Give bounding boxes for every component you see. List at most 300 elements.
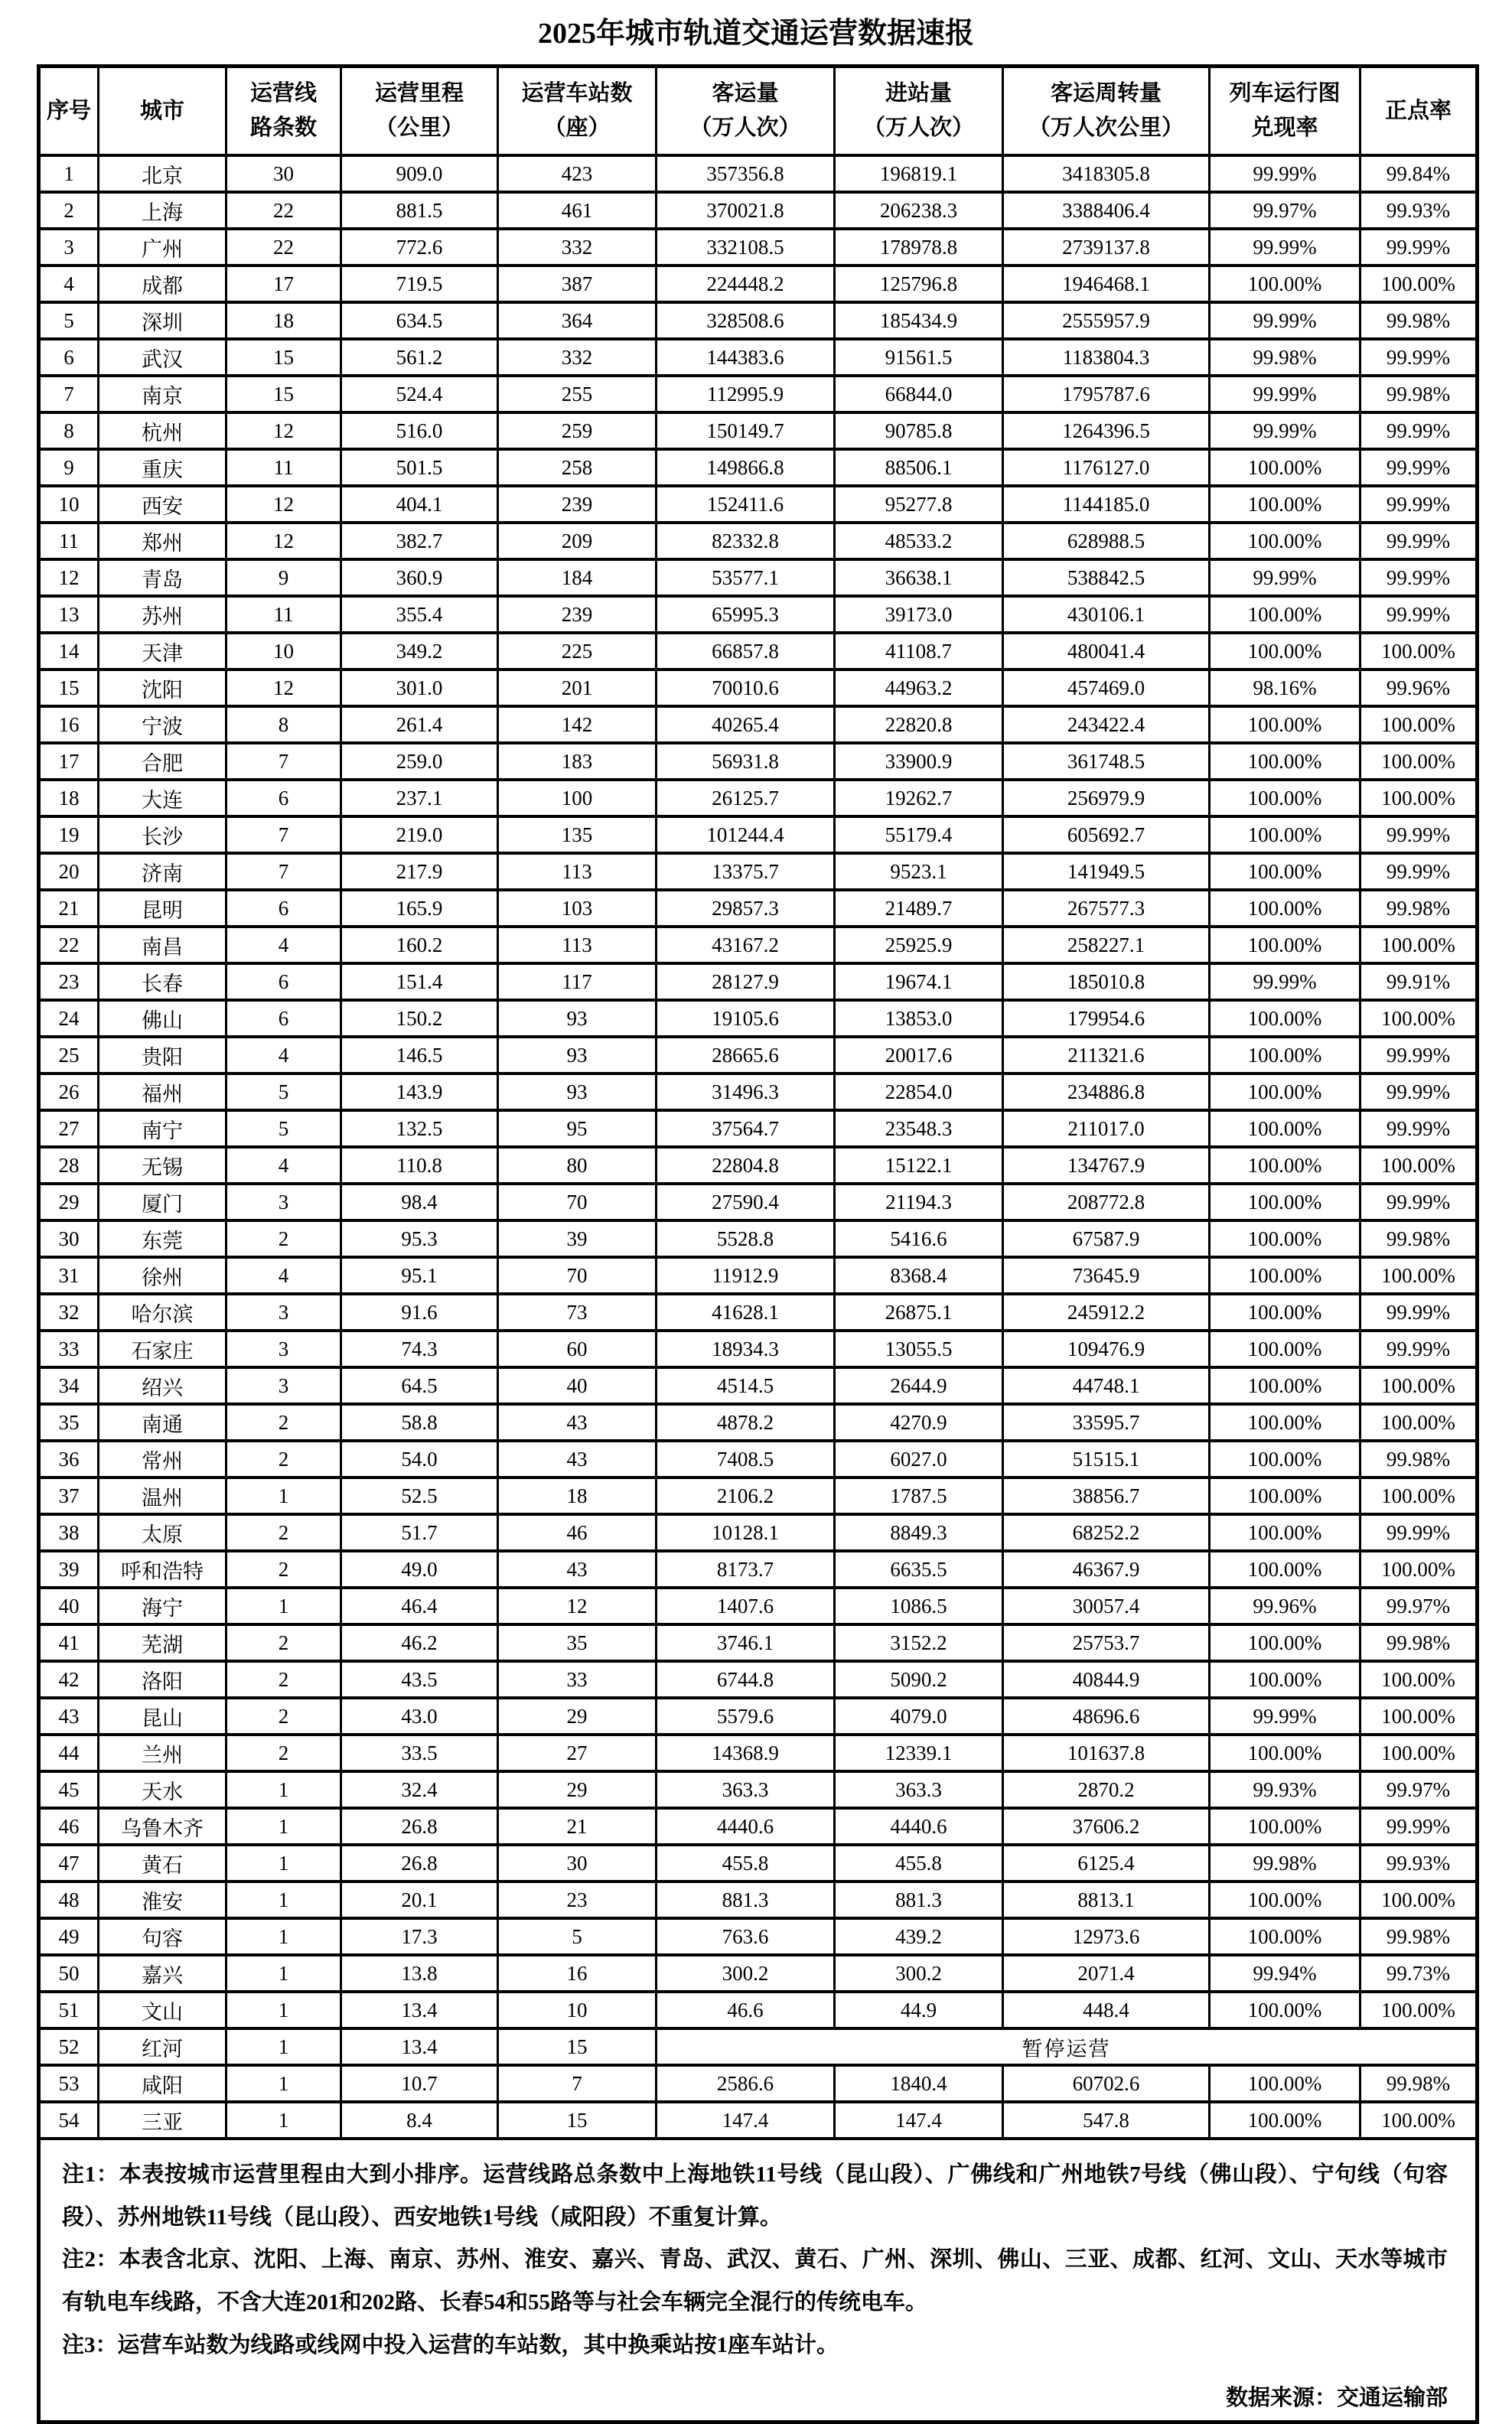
- cell-stations: 29: [498, 1771, 657, 1808]
- cell-lines: 1: [226, 1845, 341, 1882]
- cell-city: 天津: [99, 633, 226, 670]
- cell-fulfillment: 100.00%: [1210, 1110, 1360, 1147]
- cell-punctuality: 100.00%: [1360, 1478, 1478, 1514]
- cell-lines: 5: [226, 1110, 341, 1147]
- cell-entries: 13853.0: [835, 1000, 1003, 1037]
- table-row: [39, 816, 1478, 853]
- cell-fulfillment: 100.00%: [1210, 1331, 1360, 1367]
- cell-no: 15: [39, 670, 99, 706]
- cell-no: 2: [39, 192, 99, 229]
- cell-turnover: 185010.8: [1003, 963, 1210, 1000]
- column-header-pax: 客运量 （万人次）: [657, 67, 835, 156]
- cell-pax: 22804.8: [657, 1147, 835, 1184]
- cell-pax: 27590.4: [657, 1184, 835, 1220]
- cell-lines: 4: [226, 1037, 341, 1074]
- table-row: [39, 1147, 1478, 1184]
- cell-fulfillment: 100.00%: [1210, 1184, 1360, 1220]
- cell-city: 黄石: [99, 1845, 226, 1882]
- cell-punctuality: 99.98%: [1360, 890, 1478, 927]
- cell-turnover: 67587.9: [1003, 1220, 1210, 1257]
- cell-pax: 363.3: [657, 1771, 835, 1808]
- cell-entries: 44963.2: [835, 670, 1003, 706]
- cell-fulfillment: 100.00%: [1210, 853, 1360, 890]
- table-row: [39, 229, 1478, 266]
- cell-fulfillment: 100.00%: [1210, 706, 1360, 743]
- cell-fulfillment: 100.00%: [1210, 1294, 1360, 1331]
- cell-turnover: 267577.3: [1003, 890, 1210, 927]
- cell-turnover: 605692.7: [1003, 816, 1210, 853]
- cell-no: 39: [39, 1551, 99, 1588]
- cell-stations: 70: [498, 1184, 657, 1220]
- cell-fulfillment: 100.00%: [1210, 1037, 1360, 1074]
- cell-no: 35: [39, 1404, 99, 1441]
- cell-pax: 112995.9: [657, 376, 835, 412]
- cell-km: 52.5: [341, 1478, 498, 1514]
- cell-lines: 3: [226, 1367, 341, 1404]
- cell-km: 13.4: [341, 2028, 498, 2065]
- cell-city: 天水: [99, 1771, 226, 1808]
- cell-km: 26.8: [341, 1845, 498, 1882]
- table-row: [39, 596, 1478, 633]
- cell-turnover: 480041.4: [1003, 633, 1210, 670]
- cell-km: 10.7: [341, 2065, 498, 2102]
- cell-pax: 65995.3: [657, 596, 835, 633]
- table-row: [39, 1845, 1478, 1882]
- cell-entries: 9523.1: [835, 853, 1003, 890]
- cell-km: 259.0: [341, 743, 498, 780]
- table-row: [39, 2028, 1478, 2065]
- table-row: [39, 2065, 1478, 2102]
- cell-fulfillment: 100.00%: [1210, 1367, 1360, 1404]
- cell-turnover: 234886.8: [1003, 1074, 1210, 1110]
- cell-pax: 28127.9: [657, 963, 835, 1000]
- cell-entries: 19674.1: [835, 963, 1003, 1000]
- cell-stations: 135: [498, 816, 657, 853]
- cell-pax: 7408.5: [657, 1441, 835, 1478]
- cell-entries: 147.4: [835, 2102, 1003, 2139]
- cell-city: 南宁: [99, 1110, 226, 1147]
- table-row: [39, 1918, 1478, 1955]
- cell-km: 261.4: [341, 706, 498, 743]
- cell-pax: 53577.1: [657, 559, 835, 596]
- cell-turnover: 68252.2: [1003, 1514, 1210, 1551]
- cell-turnover: 245912.2: [1003, 1294, 1210, 1331]
- cell-city: 青岛: [99, 559, 226, 596]
- cell-stations: 423: [498, 155, 657, 192]
- table-row: [39, 890, 1478, 927]
- cell-turnover: 2071.4: [1003, 1955, 1210, 1992]
- table-row: [39, 1588, 1478, 1624]
- cell-entries: 66844.0: [835, 376, 1003, 412]
- cell-fulfillment: 99.99%: [1210, 559, 1360, 596]
- cell-lines: 2: [226, 1661, 341, 1698]
- cell-km: 404.1: [341, 486, 498, 523]
- cell-km: 51.7: [341, 1514, 498, 1551]
- cell-turnover: 258227.1: [1003, 927, 1210, 963]
- cell-pax: 29857.3: [657, 890, 835, 927]
- cell-no: 43: [39, 1698, 99, 1735]
- cell-turnover: 1795787.6: [1003, 376, 1210, 412]
- cell-stations: 80: [498, 1147, 657, 1184]
- cell-entries: 12339.1: [835, 1735, 1003, 1771]
- cell-punctuality: 99.99%: [1360, 523, 1478, 559]
- cell-entries: 8368.4: [835, 1257, 1003, 1294]
- cell-turnover: 1183804.3: [1003, 339, 1210, 376]
- cell-no: 4: [39, 266, 99, 302]
- table-row: [39, 1771, 1478, 1808]
- cell-km: 46.2: [341, 1624, 498, 1661]
- cell-punctuality: 100.00%: [1360, 1698, 1478, 1735]
- cell-turnover: 208772.8: [1003, 1184, 1210, 1220]
- cell-entries: 33900.9: [835, 743, 1003, 780]
- cell-city: 绍兴: [99, 1367, 226, 1404]
- cell-entries: 41108.7: [835, 633, 1003, 670]
- cell-lines: 2: [226, 1735, 341, 1771]
- cell-pax: 82332.8: [657, 523, 835, 559]
- cell-no: 18: [39, 780, 99, 816]
- cell-lines: 3: [226, 1294, 341, 1331]
- cell-turnover: 12973.6: [1003, 1918, 1210, 1955]
- cell-entries: 88506.1: [835, 449, 1003, 486]
- cell-km: 13.4: [341, 1992, 498, 2028]
- cell-city: 武汉: [99, 339, 226, 376]
- cell-no: 37: [39, 1478, 99, 1514]
- cell-pax: 2586.6: [657, 2065, 835, 2102]
- cell-km: 54.0: [341, 1441, 498, 1478]
- cell-pax: 26125.7: [657, 780, 835, 816]
- cell-entries: 2644.9: [835, 1367, 1003, 1404]
- cell-lines: 12: [226, 670, 341, 706]
- cell-fulfillment: 100.00%: [1210, 1661, 1360, 1698]
- table-row: [39, 1551, 1478, 1588]
- cell-stations: 93: [498, 1074, 657, 1110]
- cell-fulfillment: 99.96%: [1210, 1588, 1360, 1624]
- cell-no: 9: [39, 449, 99, 486]
- cell-turnover: 46367.9: [1003, 1551, 1210, 1588]
- cell-entries: 13055.5: [835, 1331, 1003, 1367]
- cell-km: 146.5: [341, 1037, 498, 1074]
- table-row: [39, 633, 1478, 670]
- cell-no: 50: [39, 1955, 99, 1992]
- cell-city: 成都: [99, 266, 226, 302]
- table-row: [39, 1698, 1478, 1735]
- cell-no: 42: [39, 1661, 99, 1698]
- table-row: [39, 1294, 1478, 1331]
- cell-fulfillment: 100.00%: [1210, 486, 1360, 523]
- cell-km: 43.5: [341, 1661, 498, 1698]
- cell-suspended-status: 暂停运营: [657, 2028, 1478, 2065]
- cell-km: 165.9: [341, 890, 498, 927]
- cell-fulfillment: 100.00%: [1210, 2065, 1360, 2102]
- cell-punctuality: 100.00%: [1360, 1404, 1478, 1441]
- cell-no: 6: [39, 339, 99, 376]
- cell-lines: 6: [226, 963, 341, 1000]
- cell-km: 301.0: [341, 670, 498, 706]
- cell-lines: 15: [226, 339, 341, 376]
- cell-entries: 439.2: [835, 1918, 1003, 1955]
- column-header-punctuality: 正点率: [1360, 67, 1478, 156]
- cell-turnover: 2555957.9: [1003, 302, 1210, 339]
- cell-city: 芜湖: [99, 1624, 226, 1661]
- cell-fulfillment: 100.00%: [1210, 1735, 1360, 1771]
- table-row: [39, 1661, 1478, 1698]
- cell-punctuality: 99.99%: [1360, 596, 1478, 633]
- table-row: [39, 1074, 1478, 1110]
- table-row: [39, 339, 1478, 376]
- cell-pax: 1407.6: [657, 1588, 835, 1624]
- cell-stations: 364: [498, 302, 657, 339]
- cell-entries: 23548.3: [835, 1110, 1003, 1147]
- cell-km: 132.5: [341, 1110, 498, 1147]
- cell-pax: 11912.9: [657, 1257, 835, 1294]
- cell-city: 文山: [99, 1992, 226, 2028]
- cell-stations: 142: [498, 706, 657, 743]
- cell-city: 咸阳: [99, 2065, 226, 2102]
- cell-stations: 39: [498, 1220, 657, 1257]
- cell-entries: 48533.2: [835, 523, 1003, 559]
- page-title: 2025年城市轨道交通运营数据速报: [537, 18, 974, 50]
- cell-stations: 184: [498, 559, 657, 596]
- cell-no: 26: [39, 1074, 99, 1110]
- cell-turnover: 60702.6: [1003, 2065, 1210, 2102]
- cell-fulfillment: 99.94%: [1210, 1955, 1360, 1992]
- cell-pax: 328508.6: [657, 302, 835, 339]
- cell-turnover: 1176127.0: [1003, 449, 1210, 486]
- cell-no: 24: [39, 1000, 99, 1037]
- cell-lines: 1: [226, 1882, 341, 1918]
- cell-km: 719.5: [341, 266, 498, 302]
- table-row: [39, 1992, 1478, 2028]
- cell-turnover: 243422.4: [1003, 706, 1210, 743]
- cell-lines: 1: [226, 1992, 341, 2028]
- cell-no: 14: [39, 633, 99, 670]
- cell-punctuality: 99.99%: [1360, 816, 1478, 853]
- cell-city: 昆山: [99, 1698, 226, 1735]
- cell-punctuality: 99.99%: [1360, 1074, 1478, 1110]
- cell-punctuality: 100.00%: [1360, 633, 1478, 670]
- cell-turnover: 538842.5: [1003, 559, 1210, 596]
- transit-data-table: [37, 64, 1479, 2424]
- table-row: [39, 1808, 1478, 1845]
- cell-city: 乌鲁木齐: [99, 1808, 226, 1845]
- cell-city: 杭州: [99, 412, 226, 449]
- cell-pax: 31496.3: [657, 1074, 835, 1110]
- cell-punctuality: 99.93%: [1360, 1845, 1478, 1882]
- cell-stations: 23: [498, 1882, 657, 1918]
- table-row: [39, 559, 1478, 596]
- cell-city: 兰州: [99, 1735, 226, 1771]
- cell-stations: 100: [498, 780, 657, 816]
- cell-punctuality: 100.00%: [1360, 266, 1478, 302]
- cell-no: 54: [39, 2102, 99, 2139]
- cell-entries: 196819.1: [835, 155, 1003, 192]
- table-row: [39, 706, 1478, 743]
- cell-city: 长沙: [99, 816, 226, 853]
- cell-city: 句容: [99, 1918, 226, 1955]
- cell-entries: 55179.4: [835, 816, 1003, 853]
- cell-entries: 39173.0: [835, 596, 1003, 633]
- table-body: [39, 155, 1478, 2139]
- cell-stations: 60: [498, 1331, 657, 1367]
- table-row: [39, 1220, 1478, 1257]
- cell-entries: 22820.8: [835, 706, 1003, 743]
- cell-no: 3: [39, 229, 99, 266]
- cell-lines: 3: [226, 1184, 341, 1220]
- cell-km: 91.6: [341, 1294, 498, 1331]
- cell-lines: 17: [226, 266, 341, 302]
- note-3: 注3：运营车站数为线路或线网中投入运营的车站数，其中换乘站按1座车站计。: [62, 2332, 839, 2357]
- cell-pax: 13375.7: [657, 853, 835, 890]
- cell-no: 27: [39, 1110, 99, 1147]
- cell-pax: 46.6: [657, 1992, 835, 2028]
- cell-stations: 27: [498, 1735, 657, 1771]
- cell-no: 7: [39, 376, 99, 412]
- cell-no: 1: [39, 155, 99, 192]
- cell-no: 47: [39, 1845, 99, 1882]
- cell-no: 25: [39, 1037, 99, 1074]
- cell-entries: 5090.2: [835, 1661, 1003, 1698]
- cell-pax: 150149.7: [657, 412, 835, 449]
- table-row: [39, 1367, 1478, 1404]
- cell-no: 38: [39, 1514, 99, 1551]
- table-row: [39, 1624, 1478, 1661]
- cell-turnover: 141949.5: [1003, 853, 1210, 890]
- cell-fulfillment: 99.99%: [1210, 412, 1360, 449]
- cell-city: 广州: [99, 229, 226, 266]
- cell-city: 东莞: [99, 1220, 226, 1257]
- cell-city: 温州: [99, 1478, 226, 1514]
- note-2: 注2：本表含北京、沈阳、上海、南京、苏州、淮安、嘉兴、青岛、武汉、黄石、广州、深圳、佛山、三亚、成都、红河、文山、天水等城市有轨电车线路，不含大连201和202路、长春54和55路等与社会车辆完全混行的传统电车。: [62, 2247, 1448, 2315]
- table-row: [39, 1184, 1478, 1220]
- cell-lines: 6: [226, 1000, 341, 1037]
- cell-no: 23: [39, 963, 99, 1000]
- cell-km: 150.2: [341, 1000, 498, 1037]
- cell-fulfillment: 100.00%: [1210, 1074, 1360, 1110]
- cell-no: 5: [39, 302, 99, 339]
- cell-entries: 25925.9: [835, 927, 1003, 963]
- cell-city: 三亚: [99, 2102, 226, 2139]
- cell-stations: 12: [498, 1588, 657, 1624]
- cell-turnover: 48696.6: [1003, 1698, 1210, 1735]
- cell-no: 41: [39, 1624, 99, 1661]
- cell-km: 349.2: [341, 633, 498, 670]
- cell-fulfillment: 100.00%: [1210, 1992, 1360, 2028]
- cell-city: 沈阳: [99, 670, 226, 706]
- cell-pax: 4440.6: [657, 1808, 835, 1845]
- cell-punctuality: 100.00%: [1360, 1000, 1478, 1037]
- cell-km: 524.4: [341, 376, 498, 412]
- cell-no: 31: [39, 1257, 99, 1294]
- table-row: [39, 266, 1478, 302]
- cell-pax: 224448.2: [657, 266, 835, 302]
- cell-stations: 239: [498, 596, 657, 633]
- table-row: [39, 670, 1478, 706]
- cell-city: 海宁: [99, 1588, 226, 1624]
- cell-punctuality: 99.99%: [1360, 1110, 1478, 1147]
- cell-no: 52: [39, 2028, 99, 2065]
- cell-stations: 10: [498, 1992, 657, 2028]
- table-row: [39, 412, 1478, 449]
- cell-stations: 15: [498, 2028, 657, 2065]
- cell-entries: 90785.8: [835, 412, 1003, 449]
- cell-lines: 7: [226, 743, 341, 780]
- cell-stations: 16: [498, 1955, 657, 1992]
- cell-no: 29: [39, 1184, 99, 1220]
- cell-lines: 2: [226, 1441, 341, 1478]
- cell-punctuality: 99.99%: [1360, 412, 1478, 449]
- cell-city: 福州: [99, 1074, 226, 1110]
- cell-turnover: 179954.6: [1003, 1000, 1210, 1037]
- cell-city: 宁波: [99, 706, 226, 743]
- cell-punctuality: 100.00%: [1360, 1661, 1478, 1698]
- cell-pax: 10128.1: [657, 1514, 835, 1551]
- cell-pax: 14368.9: [657, 1735, 835, 1771]
- cell-fulfillment: 100.00%: [1210, 1147, 1360, 1184]
- cell-stations: 332: [498, 229, 657, 266]
- cell-punctuality: 100.00%: [1360, 1147, 1478, 1184]
- cell-fulfillment: 100.00%: [1210, 1918, 1360, 1955]
- cell-turnover: 33595.7: [1003, 1404, 1210, 1441]
- cell-lines: 5: [226, 1074, 341, 1110]
- cell-city: 北京: [99, 155, 226, 192]
- cell-turnover: 134767.9: [1003, 1147, 1210, 1184]
- cell-entries: 36638.1: [835, 559, 1003, 596]
- cell-entries: 206238.3: [835, 192, 1003, 229]
- cell-punctuality: 100.00%: [1360, 1992, 1478, 2028]
- cell-turnover: 25753.7: [1003, 1624, 1210, 1661]
- cell-entries: 21489.7: [835, 890, 1003, 927]
- cell-km: 49.0: [341, 1551, 498, 1588]
- cell-stations: 103: [498, 890, 657, 927]
- cell-no: 40: [39, 1588, 99, 1624]
- table-row: [39, 449, 1478, 486]
- cell-city: 西安: [99, 486, 226, 523]
- cell-stations: 93: [498, 1037, 657, 1074]
- cell-km: 355.4: [341, 596, 498, 633]
- cell-entries: 5416.6: [835, 1220, 1003, 1257]
- column-header-no: 序号: [39, 67, 99, 156]
- cell-fulfillment: 99.99%: [1210, 1698, 1360, 1735]
- cell-turnover: 101637.8: [1003, 1735, 1210, 1771]
- cell-turnover: 8813.1: [1003, 1882, 1210, 1918]
- table-row: [39, 927, 1478, 963]
- cell-fulfillment: 100.00%: [1210, 1257, 1360, 1294]
- cell-pax: 144383.6: [657, 339, 835, 376]
- cell-fulfillment: 100.00%: [1210, 633, 1360, 670]
- cell-stations: 201: [498, 670, 657, 706]
- cell-stations: 21: [498, 1808, 657, 1845]
- cell-stations: 29: [498, 1698, 657, 1735]
- cell-entries: 4270.9: [835, 1404, 1003, 1441]
- cell-punctuality: 100.00%: [1360, 1735, 1478, 1771]
- cell-stations: 35: [498, 1624, 657, 1661]
- cell-km: 501.5: [341, 449, 498, 486]
- cell-stations: 461: [498, 192, 657, 229]
- cell-stations: 40: [498, 1367, 657, 1404]
- cell-punctuality: 99.91%: [1360, 963, 1478, 1000]
- cell-lines: 12: [226, 412, 341, 449]
- cell-entries: 1086.5: [835, 1588, 1003, 1624]
- cell-fulfillment: 98.16%: [1210, 670, 1360, 706]
- cell-entries: 8849.3: [835, 1514, 1003, 1551]
- cell-pax: 8173.7: [657, 1551, 835, 1588]
- cell-turnover: 211321.6: [1003, 1037, 1210, 1074]
- notes-row: [39, 2139, 1478, 2422]
- cell-entries: 6635.5: [835, 1551, 1003, 1588]
- cell-entries: 881.3: [835, 1882, 1003, 1918]
- cell-entries: 1840.4: [835, 2065, 1003, 2102]
- cell-city: 南昌: [99, 927, 226, 963]
